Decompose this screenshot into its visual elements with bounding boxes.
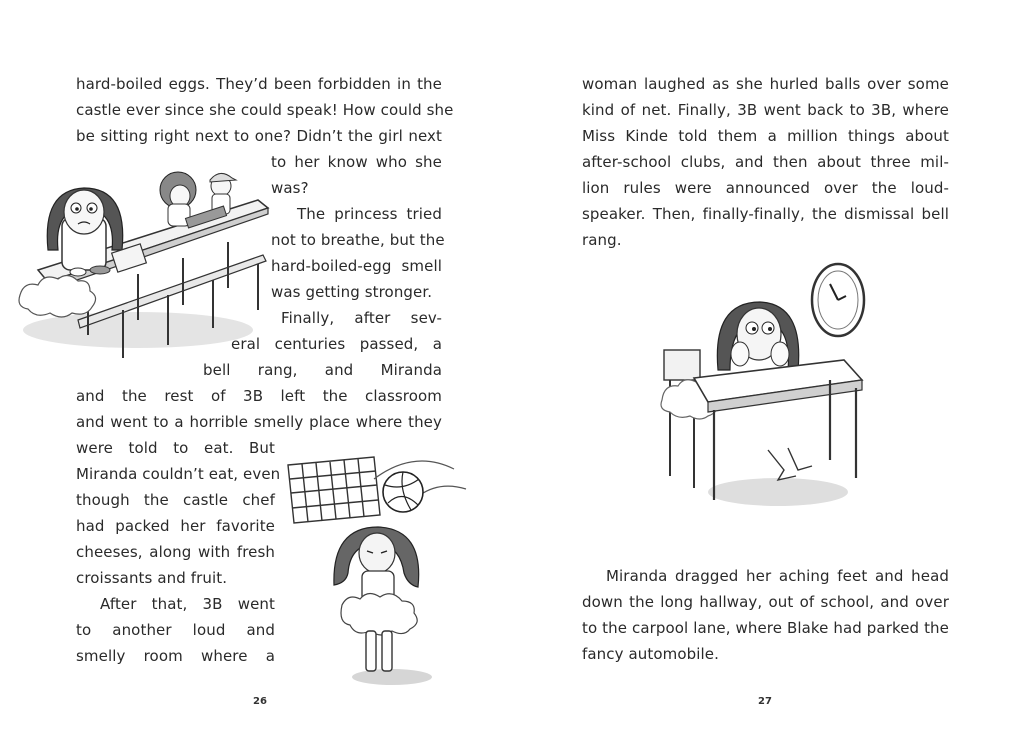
text-line: rang. [582, 231, 622, 249]
text-line: croissants and fruit. [76, 569, 228, 587]
text-line: and the rest of 3B left the classroom [76, 387, 442, 405]
desk-drawing [658, 260, 868, 522]
page-number: 26 [253, 696, 267, 707]
text-line: hard-boiled-egg smell [271, 257, 442, 275]
text-line: was? [271, 179, 309, 197]
text-line: After that, 3B went [100, 595, 275, 613]
text-line: were told to eat. But [76, 439, 275, 457]
text-line: fancy automobile. [582, 645, 719, 663]
text-line: to her know who she [271, 153, 442, 171]
cafeteria-drawing [18, 160, 270, 360]
text-line: hard-boiled eggs. They’d been forbidden in the [76, 75, 442, 93]
text-line: bell rang, and Miranda [203, 361, 442, 379]
text-line: to another loud and [76, 621, 275, 639]
text-line: Miranda dragged her aching feet and head [606, 567, 949, 585]
desk-illustration [658, 260, 868, 522]
right-page [512, 0, 1024, 745]
text-line: be sitting right next to one? Didn’t the girl next [76, 127, 442, 145]
text-line: Miranda couldn’t eat, even [76, 465, 281, 483]
cafeteria-illustration [18, 160, 270, 360]
text-line: The princess tried [297, 205, 442, 223]
volleyball-drawing [282, 455, 482, 687]
text-line: kind of net. Finally, 3B went back to 3B, where [582, 101, 949, 119]
text-line: Finally, after sev- [281, 309, 442, 327]
text-line: castle ever since she could speak! How could she [76, 101, 454, 119]
text-line: eral centuries passed, a [231, 335, 442, 353]
text-line: was getting stronger. [271, 283, 433, 301]
text-line: had packed her favorite [76, 517, 275, 535]
text-line: smelly room where a [76, 647, 275, 665]
text-line: cheeses, along with fresh [76, 543, 275, 561]
page-number: 27 [758, 696, 772, 707]
volleyball-illustration [282, 455, 482, 687]
text-line: speaker. Then, finally-finally, the dismissal bell [582, 205, 949, 223]
text-line: and went to a horrible smelly place where they [76, 413, 442, 431]
text-line: Miss Kinde told them a million things about [582, 127, 949, 145]
text-line: though the castle chef [76, 491, 275, 509]
text-line: not to breathe, but the [271, 231, 445, 249]
text-line: woman laughed as she hurled balls over some [582, 75, 949, 93]
text-line: down the long hallway, out of school, and over [582, 593, 949, 611]
text-line: lion rules were announced over the loud- [582, 179, 949, 197]
text-line: after-school clubs, and then about three mil- [582, 153, 949, 171]
text-line: to the carpool lane, where Blake had parked the [582, 619, 949, 637]
